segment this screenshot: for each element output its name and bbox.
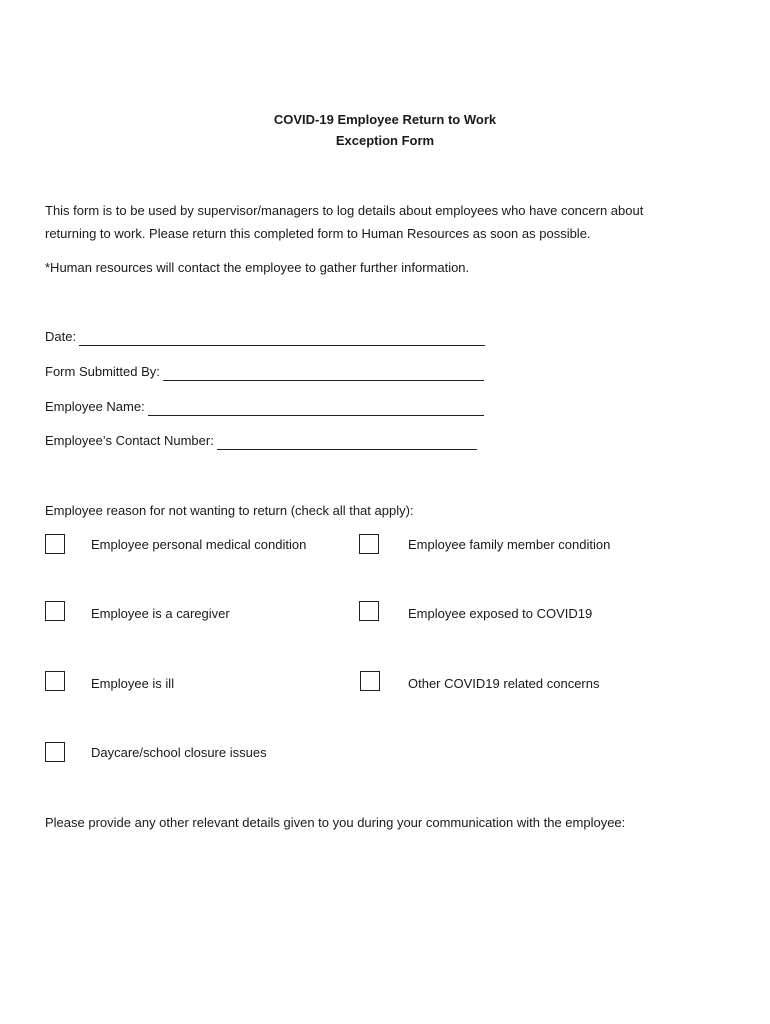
contact-number-field — [45, 432, 477, 450]
option-label-other-concerns: Other COVID19 related concerns — [408, 676, 600, 691]
submitted-by-input-line[interactable] — [163, 366, 484, 381]
checkbox-other-concerns[interactable] — [360, 671, 380, 691]
checkbox-daycare[interactable] — [45, 742, 65, 762]
submitted-by-label: Form Submitted By: — [45, 364, 160, 379]
intro-line-1: This form is to be used by supervisor/managers to log details about employees who have concern about — [45, 203, 644, 218]
checkbox-personal-medical[interactable] — [45, 534, 65, 554]
contact-number-input-line[interactable] — [217, 435, 477, 450]
checkbox-ill[interactable] — [45, 671, 65, 691]
intro-line-2: returning to work. Please return this completed form to Human Resources as soon as possible. — [45, 226, 591, 241]
date-input-line[interactable] — [79, 331, 485, 346]
form-subtitle: Exception Form — [335, 133, 435, 148]
contact-number-label: Employee’s Contact Number: — [45, 433, 214, 448]
intro-note: *Human resources will contact the employee to gather further information. — [45, 260, 470, 275]
date-field — [45, 328, 485, 346]
checkbox-caregiver[interactable] — [45, 601, 65, 621]
checkbox-family-member[interactable] — [359, 534, 379, 554]
employee-name-input-line[interactable] — [148, 401, 484, 416]
employee-name-field — [45, 398, 484, 416]
employee-name-label: Employee Name: — [45, 399, 145, 414]
checkbox-exposed[interactable] — [359, 601, 379, 621]
details-prompt: Please provide any other relevant details given to you during your communication with the employee: — [45, 815, 626, 830]
option-label-daycare: Daycare/school closure issues — [91, 745, 267, 760]
option-label-personal-medical: Employee personal medical condition — [91, 537, 307, 552]
form-title: COVID-19 Employee Return to Work — [273, 112, 497, 127]
submitted-by-field — [45, 363, 484, 381]
option-label-caregiver: Employee is a caregiver — [91, 606, 230, 621]
reasons-prompt: Employee reason for not wanting to return (check all that apply): — [45, 503, 414, 518]
option-label-family-member: Employee family member condition — [408, 537, 611, 552]
option-label-ill: Employee is ill — [91, 676, 175, 691]
date-label: Date: — [45, 329, 77, 344]
option-label-exposed: Employee exposed to COVID19 — [408, 606, 593, 621]
